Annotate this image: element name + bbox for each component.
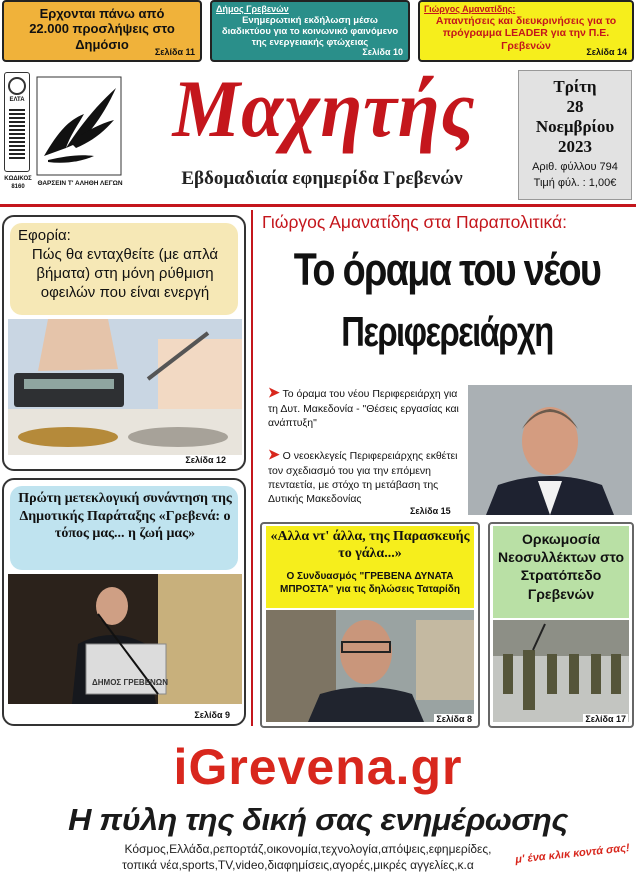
arrow-icon: ➤ — [268, 446, 280, 462]
code-number: 8160 — [11, 184, 25, 190]
lead-bullet-1-text: Το όραμα του νέου Περιφερειάρχη για τη Δυτ. Μακεδονία - "Θέσεις εργασίας και ανάπτυξη" — [268, 388, 459, 430]
tataridis-page: Σελίδα 8 — [436, 714, 472, 724]
teaser-leader-text: Απαντήσεις και διευκρινήσεις για το πρόγραμμα LEADER για την Π.Ε. Γρεβενών — [435, 15, 617, 52]
ad-tagline: Η πύλη της δική σας ενημέρωσης — [68, 802, 568, 837]
lead-page: Σελίδα 15 — [410, 506, 451, 516]
ad-slogan: μ' ένα κλικ κοντά σας! — [514, 842, 631, 866]
date-box — [518, 70, 632, 200]
bird-logo-icon — [36, 76, 122, 176]
story-tax[interactable] — [2, 215, 246, 471]
date-day: Τρίτη — [553, 77, 597, 96]
elta-stamp — [4, 72, 30, 172]
meeting-title: Πρώτη μετεκλογική συνάντηση της Δημοτικής Παράταξης «Γρεβενά: ο τόπος μας... η ζωή μας» — [18, 491, 232, 542]
teaser-jobs-page: Σελίδα 11 — [154, 47, 195, 57]
tataridis-photo — [266, 610, 474, 722]
elta-icon — [8, 77, 26, 95]
tax-page: Σελίδα 12 — [185, 455, 226, 465]
tataridis-quote: «Αλλα ντ' άλλα, της Παρασκευής το γάλα...» — [270, 529, 470, 562]
lead-kicker: Γιώργος Αμανατίδης στα Παραπολιτικά: — [262, 212, 567, 232]
teaser-energy[interactable] — [210, 0, 410, 62]
lead-headline-line2: Περιφερειάρχη — [341, 308, 553, 355]
teaser-leader-page: Σελίδα 14 — [586, 47, 627, 57]
code-label: ΚΩΔΙΚΟΣ — [4, 176, 32, 182]
column-rule — [251, 210, 253, 726]
tataridis-sub: Ο Συνδυασμός "ΓΡΕΒΕΝΑ ΔΥΝΑΤΑ ΜΠΡΟΣΤΑ" για τις δηλώσεις Ταταρίδη — [280, 571, 460, 595]
masthead-stamps — [2, 70, 124, 200]
soldiers-photo — [493, 620, 629, 722]
story-meeting[interactable] — [2, 478, 246, 726]
ad-topics-1: Κόσμος,Ελλάδα,ρεπορτάζ,οικονομία,τεχνολογία,απόψεις,εφημερίδες, — [124, 842, 492, 856]
teaser-leader[interactable] — [418, 0, 634, 62]
lead-headline-line1: Το όραμα του νέου — [293, 244, 601, 295]
igrevena-ad[interactable] — [0, 738, 636, 886]
issue-number: Αριθ. φύλλου 794 — [532, 161, 618, 173]
date-month: Νοεμβρίου — [535, 117, 615, 136]
teaser-leader-kicker: Γιώργος Αμανατίδης: — [424, 4, 516, 14]
issue-price: Τιμή φύλ. : 1,00€ — [533, 177, 617, 189]
podium-sign: ΔΗΜΟΣ ΓΡΕΒΕΝΩΝ — [92, 678, 168, 687]
lead-bullet-2-text: Ο νεοεκλεγείς Περιφερειάρχης εκθέτει τον σχεδιασμό του για την επόμενη πενταετία, με στόχο τη μετάβαση της Δυτικής Μακεδονίας — [268, 450, 458, 506]
teaser-energy-text: Ενημερωτική εκδήλωση μέσω διαδικτύου για το κοινωνικό φαινόμενο της ενεργειακής φτώχειας — [221, 15, 399, 49]
teaser-energy-kicker: Δήμος Γρεβενών — [216, 4, 289, 14]
masthead-title: Μαχητής — [172, 63, 476, 155]
calculator-photo — [8, 319, 242, 455]
ad-site: iGrevena.gr — [173, 739, 463, 795]
elta-label: ΕΛΤΑ — [9, 97, 25, 103]
lead-bullet-1 — [268, 383, 464, 430]
politician-photo — [468, 385, 632, 515]
tax-text: Πώς θα ενταχθείτε (με απλά βήματα) στη μόνη ρύθμιση οφειλών που είναι ενεργή — [31, 246, 219, 302]
masthead-logo — [130, 63, 514, 200]
date-year: 2023 — [558, 137, 592, 156]
teaser-jobs-text: Ερχονται πάνω από 22.000 προσλήψεις στο Δημόσιο — [29, 6, 175, 52]
masthead-motto: ΘΑΡΣΕΙΝ Τ' ΑΛΗΘΗ ΛΕΓΩΝ — [37, 180, 123, 187]
oath-title: Ορκωμοσία Νεοσυλλέκτων στο Στρατόπεδο Γρεβενών — [497, 531, 625, 602]
masthead-rule — [0, 204, 636, 207]
meeting-page: Σελίδα 9 — [194, 710, 230, 720]
story-oath[interactable] — [488, 522, 634, 728]
tax-title: Εφορία: — [18, 227, 71, 244]
arrow-icon: ➤ — [268, 384, 280, 400]
barcode-icon — [9, 109, 25, 159]
ad-topics-2: τοπικά νέα,sports,TV,video,διαφημίσεις,αγορές,μικρές αγγελίες,κ.α — [122, 858, 474, 872]
teaser-energy-page: Σελίδα 10 — [362, 47, 403, 57]
masthead-subtitle: Εβδομαδιαία εφημερίδα Γρεβενών — [181, 168, 463, 189]
teaser-jobs[interactable] — [2, 0, 202, 62]
date-number: 28 — [566, 97, 584, 116]
oath-page: Σελίδα 17 — [585, 714, 626, 724]
story-tataridis[interactable] — [260, 522, 480, 728]
lead-bullet-2 — [268, 445, 464, 506]
